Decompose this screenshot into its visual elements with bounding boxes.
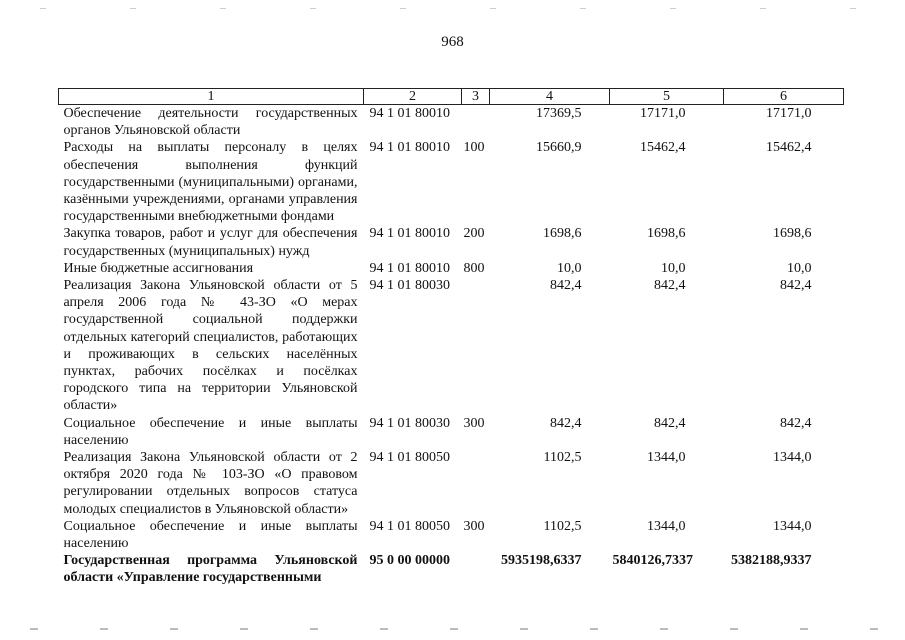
row-code: 94 1 01 80050: [369, 450, 450, 466]
row-expense-type: [462, 105, 490, 140]
table-row: [59, 552, 844, 586]
row-value-col-5: 842,4: [654, 278, 686, 294]
row-value-col-4: 842,4: [550, 278, 582, 294]
row-expense-type: 100: [463, 140, 485, 156]
table-row: [59, 518, 844, 552]
row-name: Социальное обеспечение и иные выплаты населению: [63, 518, 358, 552]
row-expense-type: 800: [463, 260, 485, 276]
row-name: Реализация Закона Ульяновской области от 2 октября 2020 года № 103-ЗО «О правовом регулировании отдельных вопросов статуса молодых специалистов в Ульяновской области»: [63, 450, 358, 517]
row-code: 94 1 01 80010: [369, 226, 450, 242]
table-row: [59, 449, 844, 518]
header-col-2: 2: [364, 89, 462, 105]
header-col-3: 3: [462, 89, 490, 105]
row-value-col-5: 1344,0: [647, 450, 686, 466]
row-name: Реализация Закона Ульяновской области от 5 апреля 2006 года № 43-ЗО «О мерах государственной социальной поддержки отдельных категорий специалистов, работающих и проживающих в сельских населённых пунктах, рабочих посёлках и посёлках городского типа на территории Ульяновской области»: [63, 278, 358, 414]
table-row: [59, 260, 844, 277]
table-row: [59, 415, 844, 449]
row-value-col-4: 15660,9: [536, 140, 582, 156]
row-value-col-5: 17171,0: [640, 106, 686, 121]
row-expense-type: [462, 552, 490, 586]
row-code: 95 0 00 00000: [369, 553, 450, 569]
row-name: Иные бюджетные ассигнования: [63, 260, 254, 276]
row-expense-type: 300: [463, 415, 485, 431]
row-value-col-5: 842,4: [654, 415, 686, 431]
row-code: 94 1 01 80030: [369, 278, 450, 294]
row-value-col-5: 1344,0: [647, 518, 686, 534]
row-expense-type: 200: [463, 226, 485, 242]
row-expense-type: [462, 277, 490, 415]
table-header: [59, 89, 844, 105]
row-name: Расходы на выплаты персоналу в целях обеспечения выполнения функций государственными (муниципальными) органами, казёнными учреждениями, органами управления государственными внебюджетными фондами: [63, 140, 358, 225]
row-value-col-6: 15462,4: [766, 140, 812, 156]
table-body: [59, 105, 844, 587]
row-value-col-4: 1102,5: [543, 518, 582, 534]
row-name: Обеспечение деятельности государственных органов Ульяновской области: [63, 106, 358, 139]
page-number: 968: [441, 34, 464, 50]
row-value-col-5: 15462,4: [640, 140, 686, 156]
row-name: Закупка товаров, работ и услуг для обеспечения государственных (муниципальных) нужд: [63, 226, 358, 259]
table-row: [59, 105, 844, 140]
row-name: Государственная программа Ульяновской области «Управление государственными: [63, 553, 358, 586]
row-code: 94 1 01 80050: [369, 518, 450, 534]
header-col-1: 1: [59, 89, 364, 105]
row-value-col-4: 5935198,6337: [501, 553, 582, 569]
row-name: Социальное обеспечение и иные выплаты населению: [63, 415, 358, 448]
scan-edge-top: [0, 8, 905, 9]
row-value-col-5: 5840126,7337: [612, 553, 693, 569]
row-expense-type: 300: [463, 518, 485, 534]
table-row: [59, 277, 844, 415]
row-value-col-6: 10,0: [787, 260, 812, 276]
header-col-4: 4: [490, 89, 610, 105]
row-value-col-6: 5382188,9337: [731, 553, 812, 569]
budget-table: [58, 88, 844, 587]
row-value-col-6: 842,4: [780, 415, 812, 431]
table-row: [59, 225, 844, 259]
row-code: 94 1 01 80010: [369, 140, 450, 156]
header-col-5: 5: [610, 89, 724, 105]
row-code: 94 1 01 80030: [369, 415, 450, 431]
row-value-col-4: 1698,6: [543, 226, 582, 242]
scan-edge-bottom: [0, 628, 905, 630]
row-expense-type: [462, 449, 490, 518]
header-col-6: 6: [724, 89, 844, 105]
row-value-col-6: 1344,0: [773, 450, 812, 466]
row-value-col-6: 17171,0: [766, 106, 812, 121]
row-value-col-4: 17369,5: [536, 106, 582, 121]
row-value-col-4: 842,4: [550, 415, 582, 431]
row-code: 94 1 01 80010: [369, 260, 450, 276]
row-value-col-6: 1698,6: [773, 226, 812, 242]
row-code: 94 1 01 80010: [369, 106, 450, 121]
row-value-col-6: 1344,0: [773, 518, 812, 534]
row-value-col-4: 10,0: [557, 260, 582, 276]
table-row: [59, 139, 844, 225]
row-value-col-5: 10,0: [661, 260, 686, 276]
row-value-col-5: 1698,6: [647, 226, 686, 242]
row-value-col-6: 842,4: [780, 278, 812, 294]
row-value-col-4: 1102,5: [543, 450, 582, 466]
